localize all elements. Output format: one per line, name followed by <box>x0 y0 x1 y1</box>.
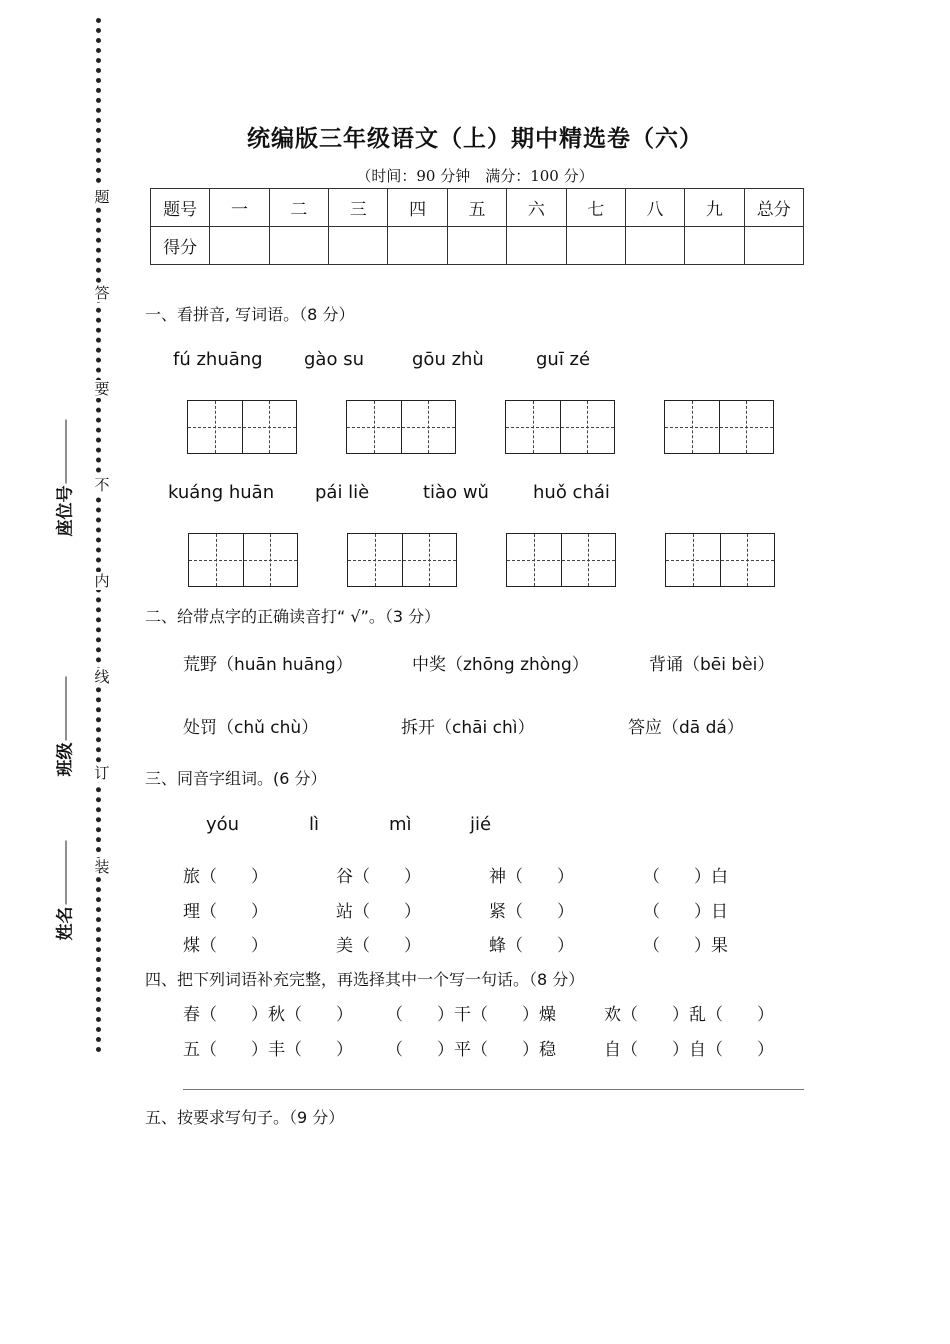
score-header-cell: 总分 <box>744 189 803 227</box>
writing-grid[interactable] <box>664 400 774 454</box>
section5-heading: 五、按要求写句子。（9 分） <box>145 1108 345 1127</box>
score-cell[interactable] <box>269 227 328 265</box>
score-header-cell: 三 <box>329 189 388 227</box>
score-cell[interactable] <box>685 227 744 265</box>
word-blank[interactable]: 谷（ ） <box>336 867 421 887</box>
section3-heading: 三、同音字组词。(6 分） <box>145 769 327 788</box>
binding-char: 线 <box>92 668 112 686</box>
idiom-blank[interactable]: （ ）平（ ）稳 <box>386 1040 556 1060</box>
writing-grid[interactable] <box>505 400 615 454</box>
name-field[interactable] <box>51 841 76 941</box>
score-cell[interactable] <box>447 227 506 265</box>
page-title: 统编版三年级语文（上）期中精选卷（六） <box>247 126 703 152</box>
reading-choice-item[interactable]: 处罚（chǔ chù） <box>183 718 319 738</box>
reading-choice-item[interactable]: 荒野（huān huāng） <box>183 655 353 675</box>
score-header-cell: 八 <box>625 189 684 227</box>
pinyin-label: fú zhuāng <box>173 349 263 370</box>
word-blank[interactable]: 站（ ） <box>336 902 421 922</box>
score-cell[interactable] <box>507 227 566 265</box>
reading-choice-item[interactable]: 拆开（chāi chì） <box>401 718 535 738</box>
score-header-cell: 九 <box>685 189 744 227</box>
binding-char: 装 <box>92 858 112 876</box>
score-header-cell: 四 <box>388 189 447 227</box>
seat-label: 座位号 <box>55 485 76 537</box>
writing-grid[interactable] <box>665 533 775 587</box>
word-blank[interactable]: 煤（ ） <box>183 936 268 956</box>
score-cell[interactable] <box>329 227 388 265</box>
score-header-cell: 五 <box>447 189 506 227</box>
pinyin-label: pái liè <box>315 482 370 503</box>
pinyin-label: yóu <box>206 814 240 835</box>
word-blank[interactable]: （ ）日 <box>643 902 728 922</box>
word-blank[interactable]: （ ）果 <box>643 936 728 956</box>
pinyin-label: kuáng huān <box>168 482 275 503</box>
pinyin-label: tiào wǔ <box>423 482 489 503</box>
score-header-cell: 题号 <box>151 189 210 227</box>
reading-choice-item[interactable]: 中奖（zhōng zhòng） <box>412 655 589 675</box>
name-label: 姓名 <box>55 906 76 941</box>
class-label: 班级 <box>55 742 76 777</box>
word-blank[interactable]: 神（ ） <box>489 867 574 887</box>
writing-grid[interactable] <box>506 533 616 587</box>
writing-grid[interactable] <box>346 400 456 454</box>
score-table <box>150 188 804 265</box>
pinyin-label: gào su <box>304 349 364 370</box>
word-blank[interactable]: 蜂（ ） <box>489 936 574 956</box>
word-blank[interactable]: 紧（ ） <box>489 902 574 922</box>
word-blank[interactable]: 理（ ） <box>183 902 268 922</box>
binding-char: 题 <box>92 188 112 206</box>
binding-char: 答 <box>92 284 112 302</box>
score-cell[interactable] <box>744 227 803 265</box>
writing-grid[interactable] <box>188 533 298 587</box>
reading-choice-item[interactable]: 背诵（bēi bèi） <box>649 655 775 675</box>
binding-char: 内 <box>92 572 112 590</box>
class-field[interactable] <box>51 677 76 777</box>
section4-heading: 四、把下列词语补充完整，再选择其中一个写一句话。（8 分） <box>145 970 585 989</box>
score-header-row <box>151 189 804 227</box>
idiom-blank[interactable]: 欢（ ）乱（ ） <box>604 1005 774 1025</box>
writing-grid[interactable] <box>187 400 297 454</box>
pinyin-label: guī zé <box>536 349 591 370</box>
section2-heading: 二、给带点字的正确读音打“ √”。（3 分） <box>145 607 441 626</box>
seat-field[interactable] <box>51 417 76 537</box>
binding-char: 要 <box>92 380 112 398</box>
reading-choice-item[interactable]: 答应（dā dá） <box>628 718 744 738</box>
score-cell[interactable] <box>210 227 269 265</box>
word-blank[interactable]: （ ）白 <box>643 867 728 887</box>
binding-char: 订 <box>92 764 112 782</box>
score-row <box>151 227 804 265</box>
word-blank[interactable]: 美（ ） <box>336 936 421 956</box>
score-cell[interactable] <box>388 227 447 265</box>
score-cell[interactable] <box>566 227 625 265</box>
idiom-blank[interactable]: 五（ ）丰（ ） <box>183 1040 353 1060</box>
idiom-blank[interactable]: （ ）干（ ）燥 <box>386 1005 556 1025</box>
writing-grid[interactable] <box>347 533 457 587</box>
binding-char: 不 <box>92 476 112 494</box>
pinyin-label: huǒ chái <box>533 482 610 503</box>
score-row-label: 得分 <box>151 227 210 265</box>
word-blank[interactable]: 旅（ ） <box>183 867 268 887</box>
score-header-cell: 一 <box>210 189 269 227</box>
idiom-blank[interactable]: 自（ ）自（ ） <box>604 1040 774 1060</box>
idiom-blank[interactable]: 春（ ）秋（ ） <box>183 1005 353 1025</box>
section1-heading: 一、看拼音, 写词语。（8 分） <box>145 305 355 324</box>
score-header-cell: 七 <box>566 189 625 227</box>
score-header-cell: 二 <box>269 189 328 227</box>
score-header-cell: 六 <box>507 189 566 227</box>
score-cell[interactable] <box>625 227 684 265</box>
pinyin-label: mì <box>389 814 412 835</box>
sentence-answer-line[interactable] <box>183 1089 804 1090</box>
pinyin-label: jié <box>470 814 492 835</box>
pinyin-label: lì <box>309 814 320 835</box>
pinyin-label: gōu zhù <box>412 349 484 370</box>
exam-subtitle: （时间：90 分钟 满分：100 分） <box>356 167 594 185</box>
